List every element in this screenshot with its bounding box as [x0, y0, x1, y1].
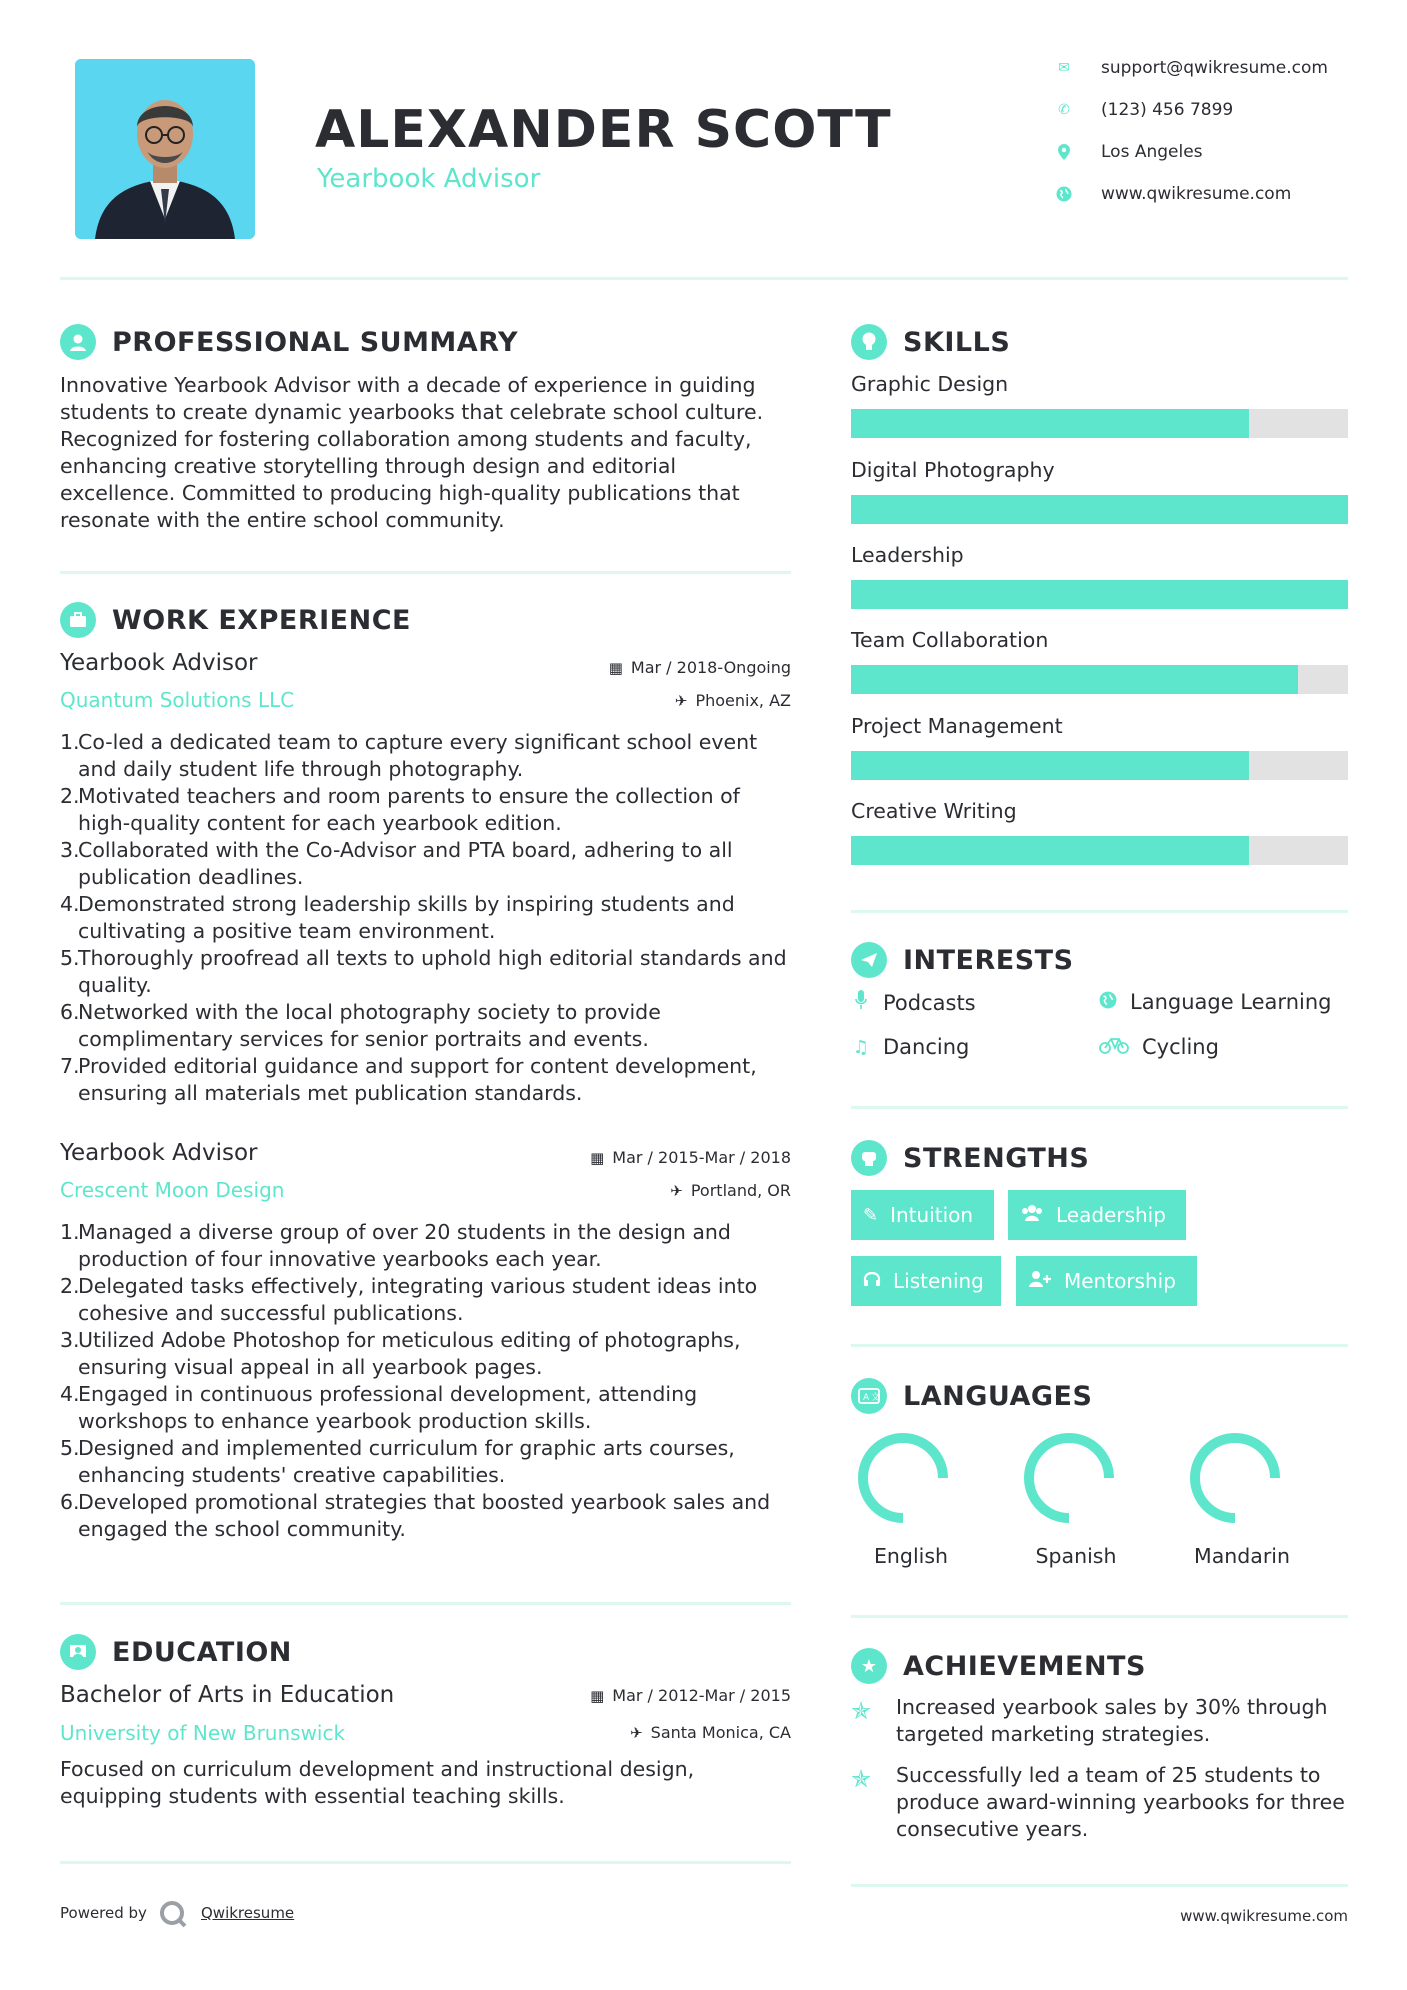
- skill-bar: [851, 580, 1348, 609]
- summary-heading-text: PROFESSIONAL SUMMARY: [112, 326, 519, 358]
- star-icon: ✯: [851, 1697, 872, 1725]
- skills-heading-text: SKILLS: [903, 326, 1011, 358]
- bicycle-icon: [1098, 1036, 1130, 1059]
- interest-dancing: [851, 1035, 969, 1059]
- skill-label: Graphic Design: [851, 372, 1009, 396]
- skills-heading: [851, 324, 1010, 360]
- svg-text:文: 文: [871, 1393, 880, 1403]
- strength-label: Mentorship: [1064, 1269, 1176, 1293]
- achievement-item: Successfully led a team of 25 students to produce award-winning yearbooks for three consecutive years.: [896, 1763, 1345, 1841]
- list-item: 7.Provided editorial guidance and support for content development, ensuring all materials met publication standards.: [60, 1054, 757, 1105]
- pushpin-icon: ✈: [674, 692, 688, 710]
- contact-location: [1055, 142, 1355, 162]
- contact-email-text: support@qwikresume.com: [1101, 58, 1328, 78]
- list-item: 2.Delegated tasks effectively, integrating various student ideas into cohesive and successful publications.: [60, 1274, 758, 1325]
- languages-heading-text: LANGUAGES: [903, 1380, 1093, 1412]
- globe-icon: [1098, 991, 1118, 1014]
- qwikresume-logo-icon: [158, 1899, 188, 1933]
- achievements-heading-text: ACHIEVEMENTS: [903, 1650, 1146, 1682]
- strengths-divider: [851, 1344, 1348, 1347]
- calendar-icon: ▦: [590, 1149, 605, 1167]
- skill-label: Team Collaboration: [851, 628, 1049, 652]
- job-1-location-text: Phoenix, AZ: [695, 691, 791, 710]
- job-2-bullets: [60, 1219, 795, 1543]
- interest-label: Cycling: [1142, 1035, 1219, 1059]
- star-icon: ✯: [851, 1765, 872, 1793]
- calendar-icon: ▦: [590, 1687, 605, 1705]
- profile-photo: [75, 59, 255, 239]
- interest-label: Dancing: [883, 1035, 970, 1059]
- language-ring-english: [863, 1438, 943, 1518]
- skill-bar-fill: [851, 665, 1298, 694]
- list-item: 5.Designed and implemented curriculum for graphic arts courses, enhancing students' creative capabilities.: [60, 1436, 735, 1487]
- strength-chip-intuition: [851, 1190, 994, 1240]
- strength-chip-mentorship: [1016, 1256, 1197, 1306]
- footer-brand-link[interactable]: Qwikresume: [201, 1904, 295, 1922]
- job-1-role: Yearbook Advisor: [60, 650, 258, 676]
- skills-divider: [851, 910, 1348, 913]
- user-icon: [60, 324, 96, 360]
- language-label-english: English: [873, 1544, 949, 1568]
- language-label-mandarin: Mandarin: [1194, 1544, 1290, 1568]
- strength-label: Leadership: [1056, 1203, 1166, 1227]
- education-heading-text: EDUCATION: [112, 1636, 292, 1668]
- list-item: 3.Collaborated with the Co-Advisor and PTA board, adhering to all publication deadlines.: [60, 838, 733, 889]
- interest-label: Language Learning: [1130, 990, 1332, 1014]
- skill-label: Digital Photography: [851, 458, 1055, 482]
- list-item: 6.Developed promotional strategies that boosted yearbook sales and engaged the school community.: [60, 1490, 771, 1541]
- skill-bar-fill: [851, 580, 1348, 609]
- header-divider: [60, 277, 1348, 280]
- skill-label: Creative Writing: [851, 799, 1017, 823]
- list-item: 6.Networked with the local photography society to provide complimentary services for senior portraits and events.: [60, 1000, 661, 1051]
- strength-label: Intuition: [890, 1203, 974, 1227]
- job-2-date-text: Mar / 2015-Mar / 2018: [612, 1148, 791, 1167]
- strengths-heading-text: STRENGTHS: [903, 1142, 1090, 1174]
- globe-icon: [1055, 185, 1073, 203]
- lightbulb-icon: [851, 324, 887, 360]
- contact-website-text: www.qwikresume.com: [1101, 184, 1292, 204]
- map-pin-icon: [1055, 143, 1073, 161]
- list-item: 4.Engaged in continuous professional development, attending workshops to enhance yearbook production skills.: [60, 1382, 698, 1433]
- pushpin-icon: ✈: [630, 1724, 643, 1742]
- education-text: Focused on curriculum development and instructional design, equipping students with essential teaching skills.: [60, 1757, 695, 1808]
- job-2-role: Yearbook Advisor: [60, 1140, 258, 1166]
- job-1-date: [609, 658, 791, 677]
- list-item: 3.Utilized Adobe Photoshop for meticulous editing of photographs, ensuring visual appeal in all yearbook pages.: [60, 1328, 741, 1379]
- achievements-divider: [851, 1884, 1348, 1887]
- job-2-company: Crescent Moon Design: [60, 1178, 285, 1202]
- summary-text: Innovative Yearbook Advisor with a decade of experience in guiding students to create dynamic yearbooks that celebrate school culture. Recognized for fostering collaboration among students and faculty, enhancing creative storytelling through design and editorial excellence. Committed to producing high-quality publications that resonate with the entire school community.: [60, 373, 764, 532]
- achievement-item: Increased yearbook sales by 30% through targeted marketing strategies.: [896, 1695, 1328, 1746]
- job-2-date: [590, 1148, 791, 1167]
- education-school: University of New Brunswick: [60, 1721, 346, 1745]
- footer-powered-by: Powered by: [60, 1904, 147, 1922]
- user-plus-icon: [1028, 1270, 1052, 1293]
- interest-language-learning: [1098, 990, 1331, 1014]
- contact-phone-text: (123) 456 7899: [1101, 100, 1234, 120]
- skill-bar-fill: [851, 495, 1348, 524]
- skill-bar: [851, 495, 1348, 524]
- interests-heading: [851, 942, 1074, 978]
- education-degree: Bachelor of Arts in Education: [60, 1682, 395, 1708]
- education-divider: [60, 1861, 791, 1864]
- job-1-date-text: Mar / 2018-Ongoing: [630, 658, 791, 677]
- work-divider: [60, 1602, 791, 1605]
- language-icon: [851, 1378, 887, 1414]
- skill-bar-fill: [851, 751, 1249, 780]
- interests-divider: [851, 1106, 1348, 1109]
- skill-bar-fill: [851, 409, 1249, 438]
- language-ring-mandarin: [1195, 1438, 1275, 1518]
- skill-bar-fill: [851, 836, 1249, 865]
- headphones-icon: [863, 1270, 881, 1293]
- skill-bar: [851, 665, 1348, 694]
- interest-label: Podcasts: [883, 990, 976, 1015]
- envelope-icon: ✉: [1058, 60, 1070, 76]
- job-1-company: Quantum Solutions LLC: [60, 688, 295, 712]
- languages-heading: [851, 1378, 1092, 1414]
- footer-website-link[interactable]: www.qwikresume.com: [1180, 1907, 1348, 1925]
- users-icon: [1020, 1204, 1044, 1227]
- language-rings: [851, 1428, 1348, 1528]
- contact-phone[interactable]: [1055, 100, 1355, 120]
- skill-bar: [851, 836, 1348, 865]
- job-1-location: [675, 691, 791, 710]
- skill-bar: [851, 751, 1348, 780]
- list-item: 1.Co-led a dedicated team to capture every significant school event and daily student life through photography.: [60, 730, 758, 781]
- strength-chip-listening: [851, 1256, 1001, 1306]
- skill-bar: [851, 409, 1348, 438]
- calendar-icon: ▦: [608, 659, 623, 677]
- achievements-heading: [851, 1648, 1146, 1684]
- strength-chip-leadership: [1008, 1190, 1186, 1240]
- interest-podcasts: [851, 990, 976, 1015]
- list-item: 5.Thoroughly proofread all texts to uphold high editorial standards and quality.: [60, 946, 787, 997]
- summary-divider: [60, 571, 791, 574]
- list-item: 2.Motivated teachers and room parents to ensure the collection of high-quality content for each yearbook edition.: [60, 784, 740, 835]
- job-2-location-text: Portland, OR: [690, 1181, 791, 1200]
- fist-icon: [851, 1140, 887, 1176]
- person-portrait-icon: [75, 59, 255, 239]
- magic-wand-icon: ✎: [863, 1204, 879, 1226]
- education-date-text: Mar / 2012-Mar / 2015: [612, 1686, 791, 1705]
- strength-label: Listening: [893, 1269, 984, 1293]
- languages-divider: [851, 1615, 1348, 1618]
- candidate-title: Yearbook Advisor: [317, 164, 541, 194]
- contact-location-text: Los Angeles: [1101, 142, 1203, 162]
- summary-heading: [60, 324, 518, 360]
- interest-cycling: [1098, 1035, 1219, 1059]
- strengths-heading: [851, 1140, 1089, 1176]
- briefcase-icon: [60, 602, 96, 638]
- work-heading-text: WORK EXPERIENCE: [112, 604, 411, 636]
- music-note-icon: ♫: [852, 1036, 870, 1058]
- paper-plane-icon: [851, 942, 887, 978]
- microphone-icon: [851, 990, 871, 1015]
- language-ring-spanish: [1029, 1438, 1109, 1518]
- education-location-text: Santa Monica, CA: [650, 1723, 791, 1742]
- work-heading: [60, 602, 411, 638]
- job-1-bullets: [60, 729, 795, 1107]
- pushpin-icon: ✈: [670, 1182, 683, 1200]
- star-icon: ★: [851, 1648, 887, 1684]
- svg-text:A: A: [863, 1393, 870, 1403]
- contact-email[interactable]: [1055, 58, 1355, 78]
- interests-heading-text: INTERESTS: [903, 944, 1074, 976]
- graduation-icon: [60, 1634, 96, 1670]
- skill-label: Project Management: [851, 714, 1063, 738]
- phone-icon: ✆: [1058, 102, 1070, 118]
- skill-label: Leadership: [851, 543, 964, 567]
- language-label-spanish: Spanish: [1035, 1544, 1117, 1568]
- education-heading: [60, 1634, 292, 1670]
- candidate-name: ALEXANDER SCOTT: [315, 100, 892, 160]
- job-2-location: [670, 1181, 791, 1200]
- education-location: [630, 1723, 791, 1742]
- list-item: 4.Demonstrated strong leadership skills by inspiring students and cultivating a positive team environment.: [60, 892, 735, 943]
- contact-website[interactable]: [1055, 184, 1355, 204]
- education-date: [590, 1686, 791, 1705]
- list-item: 1.Managed a diverse group of over 20 students in the design and production of four innovative yearbooks each year.: [60, 1220, 731, 1271]
